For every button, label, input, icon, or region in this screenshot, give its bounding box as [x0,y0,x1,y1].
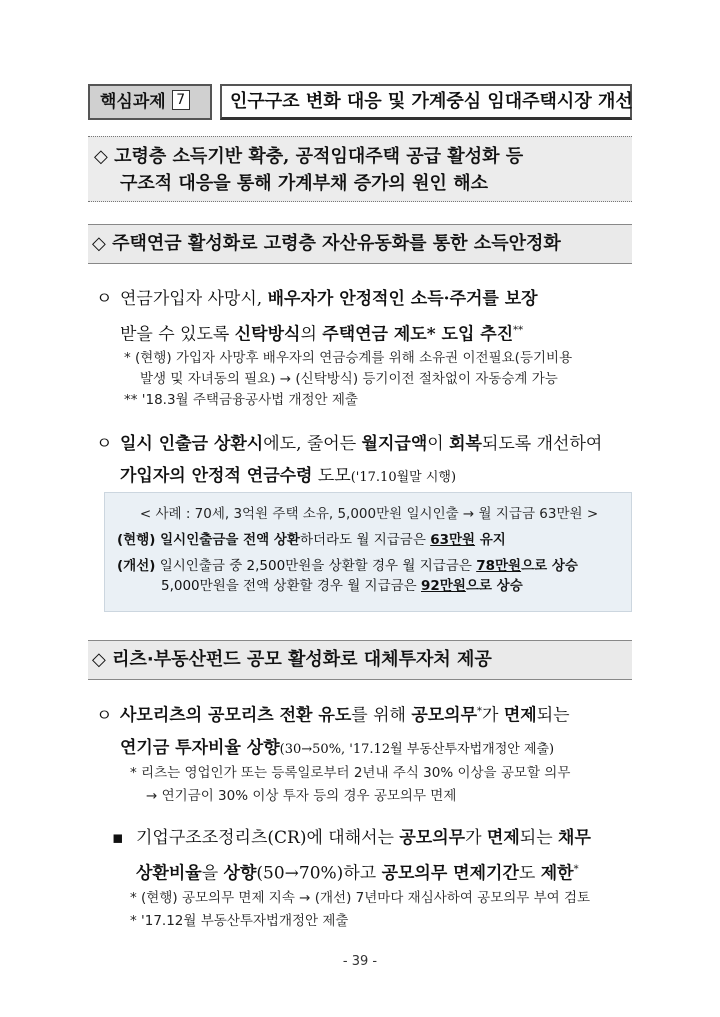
section-heading-reits: ◇ 리츠·부동산펀드 공모 활성화로 대체투자처 제공 [88,640,632,680]
footnote-current-system: * (현행) 가입자 사망후 배우자의 연금승계를 위해 소유권 이전필요(등기비용 [124,350,573,366]
emphasis-text: 공모의무 면제기간 [381,863,519,884]
emphasis-text: 으로 상승 [465,578,523,594]
emphasis-text: 채무 [558,828,591,848]
emphasis-text: 신탁방식 [234,324,301,345]
emphasis-text: 사모리츠의 공모리츠 전환 유도 [120,705,352,726]
example-box [104,492,632,612]
text-run: 되는 [536,705,570,726]
paragraph-line [112,822,652,854]
footnote-reits-obligation: * 리츠는 영업인가 또는 등록일로부터 2년내 주식 30% 이상을 공모할 의무 [130,765,571,781]
text-run: 이 [427,434,450,454]
footnote-mark: * [573,864,579,875]
highlight-value: 78만원 [476,558,522,574]
text-run: 일시인출금 중 2,500만원을 상환할 경우 월 지급금은 [155,558,477,574]
paragraph-lump-sum [96,428,648,494]
paragraph-private-reits [96,696,648,766]
footnote-current-system-cont: 발생 및 자녀동의 필요) → (신탁방식) 등기이전 절차없이 자동승계 가능 [140,371,558,387]
footnote-cr-exemption: * (현행) 공모의무 면제 지속 → (개선) 7년마다 재심사하여 공모의무 부여 검토 [130,890,591,906]
paragraph-line [96,460,648,494]
text-run: 의 [300,324,323,345]
text-run: 가 [482,705,504,726]
highlight-value: 63만원 [430,532,476,548]
emphasis-text: 주택연금 제도 [322,324,427,345]
text-run: 도모 [312,466,351,486]
core-task-header [88,84,632,124]
core-task-title: 인구구조 변화 대응 및 가계중심 임대주택시장 개선 [220,84,632,120]
emphasis-text: 월지급액 [361,434,428,454]
text-run: 연금가입자 사망시, [120,289,268,309]
text-run: 가 [465,828,487,848]
text-run: 를 위해 [351,705,412,726]
footnote-reits-obligation-cont: → 연기금이 30% 이상 투자 등의 경우 공모의무 면제 [146,788,457,804]
text-run: (50→70%)하고 [256,863,382,884]
highlight-value: 92만원 [421,578,466,594]
emphasis-text: 상향 [223,863,257,884]
emphasis-text: 가입자의 안정적 연금수령 [120,466,313,486]
emphasis-text: 면제 [486,828,520,848]
paragraph-line [96,696,648,732]
emphasis-text: 공모의무 [411,705,478,726]
bullet: ㅇ [96,434,113,454]
emphasis-text: 회복 [449,434,482,454]
text-run: 되는 [519,828,559,848]
core-task-label-text: 핵심과제 [100,92,166,112]
page-number: - 39 - [342,954,378,969]
emphasis-text: 일시 인출금 상환시 [120,434,264,454]
text-run: 에도, 줄어든 [263,434,362,454]
paragraph-spouse-succession [96,283,648,351]
paragraph-line [96,732,648,766]
text-run: 도 [518,863,541,884]
text-run: 하더라도 월 지급금은 [299,532,431,548]
paragraph-cr-reits [112,822,652,890]
text-run: 되도록 개선하여 [481,434,603,454]
paragraph-line [96,283,648,315]
emphasis-text: * 도입 추진 [426,324,514,345]
example-row-current [117,527,621,553]
summary-line-1: ◇ 고령층 소득기반 확충, 공적임대주택 공급 활성화 등 [94,146,524,167]
paragraph-line [112,854,652,890]
text-run: 기업구조조정리츠(CR)에 대해서는 [136,828,400,848]
bullet: ▪ [112,828,124,848]
text-run: (30→50%, '17.12월 부동산투자법개정안 제출) [279,741,555,757]
emphasis-text: 연기금 투자비율 상향 [120,737,280,758]
section-heading-pension: ◇ 주택연금 활성화로 고령층 자산유동화를 통한 소득안정화 [88,224,632,264]
paragraph-line [96,315,648,351]
bullet: ㅇ [96,705,113,726]
emphasis-text: (개선) [117,558,156,574]
text-run: 을 [201,863,224,884]
core-task-number: 7 [172,90,190,110]
footnote-cr-law: * '17.12월 부동산투자법개정안 제출 [130,913,349,929]
text-run: ('17.10월말 시행) [350,470,457,485]
text-run: 5,000만원을 전액 상환할 경우 월 지급금은 [161,578,422,594]
emphasis-text: 공모의무 [399,828,466,848]
paragraph-line [96,428,648,460]
footnote-mark: * [477,706,483,717]
text-run: 받을 수 있도록 [120,324,235,345]
emphasis-text: 으로 상승 [521,558,578,574]
emphasis-text: 면제 [503,705,537,726]
emphasis-text: (현행) 일시인출금을 전액 상환 [117,532,300,548]
core-task-label [88,84,212,120]
bullet: ㅇ [96,289,113,309]
emphasis-text: 유지 [475,532,506,548]
emphasis-text: 상환비율 [136,863,202,884]
footnote-mark: ** [513,325,524,336]
footnote-law-amendment: ** '18.3월 주택금융공사법 개정안 제출 [124,392,358,408]
emphasis-text: 제한 [540,863,574,884]
summary-line-2: 구조적 대응을 통해 가계부채 증가의 원인 해소 [120,173,488,194]
emphasis-text: 배우자가 안정적인 소득·주거를 보장 [267,289,538,309]
summary-box [88,136,632,202]
example-title: < 사례 : 70세, 3억원 주택 소유, 5,000만원 일시인출 → 월 지급금 63만원 > [139,506,599,522]
